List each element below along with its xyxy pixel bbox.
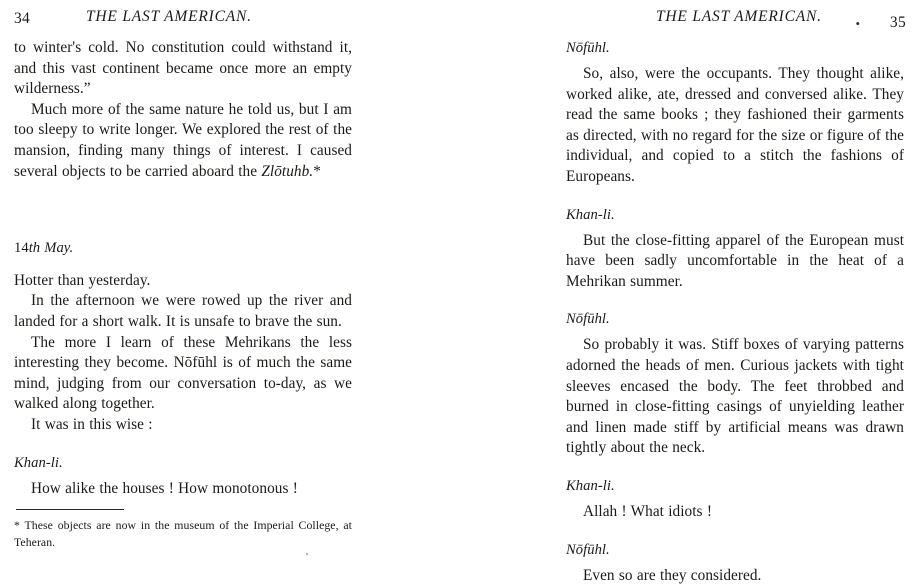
left-running-head: [14, 8, 354, 38]
date-heading-number: 14: [14, 240, 29, 256]
speaker-label: Nōfūhl.: [566, 309, 904, 329]
paragraph: The more I learn of these Mehrikans the less interesting they become. Nōfūhl is of much the same mind, judging from our conversation to-day, as we walked along together.: [14, 333, 352, 415]
date-heading: [14, 238, 352, 259]
paragraph: Even so are they considered.: [566, 566, 904, 586]
speaker-label: Nōfūhl.: [566, 540, 904, 560]
spacer: [14, 182, 352, 238]
speaker-label: Khan-li.: [566, 205, 904, 225]
running-head-title-right: THE LAST AMERICAN.: [656, 8, 822, 26]
paragraph: So, also, were the occupants. They thought alike, worked alike, ate, dressed and conversed alike. They read the same books ; they fashioned their garments as directed, with no regard for the size or figure of the individual, and copied to a stitch the fashions of Europeans.: [566, 64, 904, 188]
right-page-column: [566, 0, 906, 38]
footnote: * These objects are now in the museum of the Imperial College, at Teheran.: [14, 517, 352, 550]
paragraph: [14, 100, 352, 182]
paragraph: It was in this wise :: [14, 415, 352, 436]
paragraph: to winter's cold. No constitution could withstand it, and this vast continent became once more an empty wilderness.”: [14, 38, 352, 100]
paragraph: In the afternoon we were rowed up the river and landed for a short walk. It is unsafe to brave the sun.: [14, 291, 352, 332]
footnote-marker: *: [313, 163, 321, 180]
left-page-body: [14, 38, 352, 550]
paragraph: Allah ! What idiots !: [566, 502, 904, 523]
date-heading-text: th May.: [29, 240, 74, 256]
running-head-title-left: THE LAST AMERICAN.: [86, 8, 252, 26]
page-number-right: 35: [890, 14, 906, 32]
head-mark: •: [855, 16, 860, 32]
paragraph: But the close-fitting apparel of the European must have been sadly uncomfortable in the heat of a Mehrikan summer.: [566, 231, 904, 293]
spacer: [14, 259, 352, 271]
right-running-head: [566, 8, 906, 38]
paragraph-text: Much more of the same nature he told us, but I am too sleepy to write longer. We explored the rest of the mansion, finding many things of interest. I caused several objects to be carried aboard the: [14, 101, 352, 180]
paragraph: Hotter than yesterday.: [14, 271, 352, 292]
paragraph: How alike the houses ! How monotonous !: [14, 479, 352, 500]
speaker-label: Nōfūhl.: [566, 38, 904, 58]
right-page-body: [566, 38, 904, 586]
footnote-rule: [16, 509, 124, 510]
stray-ink-mark: ': [306, 551, 308, 563]
speaker-label: Khan-li.: [14, 453, 352, 473]
speaker-label: Khan-li.: [566, 476, 904, 496]
ship-name: Zlōtuhb.: [261, 163, 313, 180]
left-page-column: [14, 0, 354, 38]
paragraph: So probably it was. Stiff boxes of varying patterns adorned the heads of men. Curious jackets with tight sleeves encased the body. The feet throbbed and burned in close-fitting casings of unyielding leather and linen made stiff by artificial means was drawn tightly about the neck.: [566, 335, 904, 459]
page-number-left: 34: [14, 10, 30, 28]
